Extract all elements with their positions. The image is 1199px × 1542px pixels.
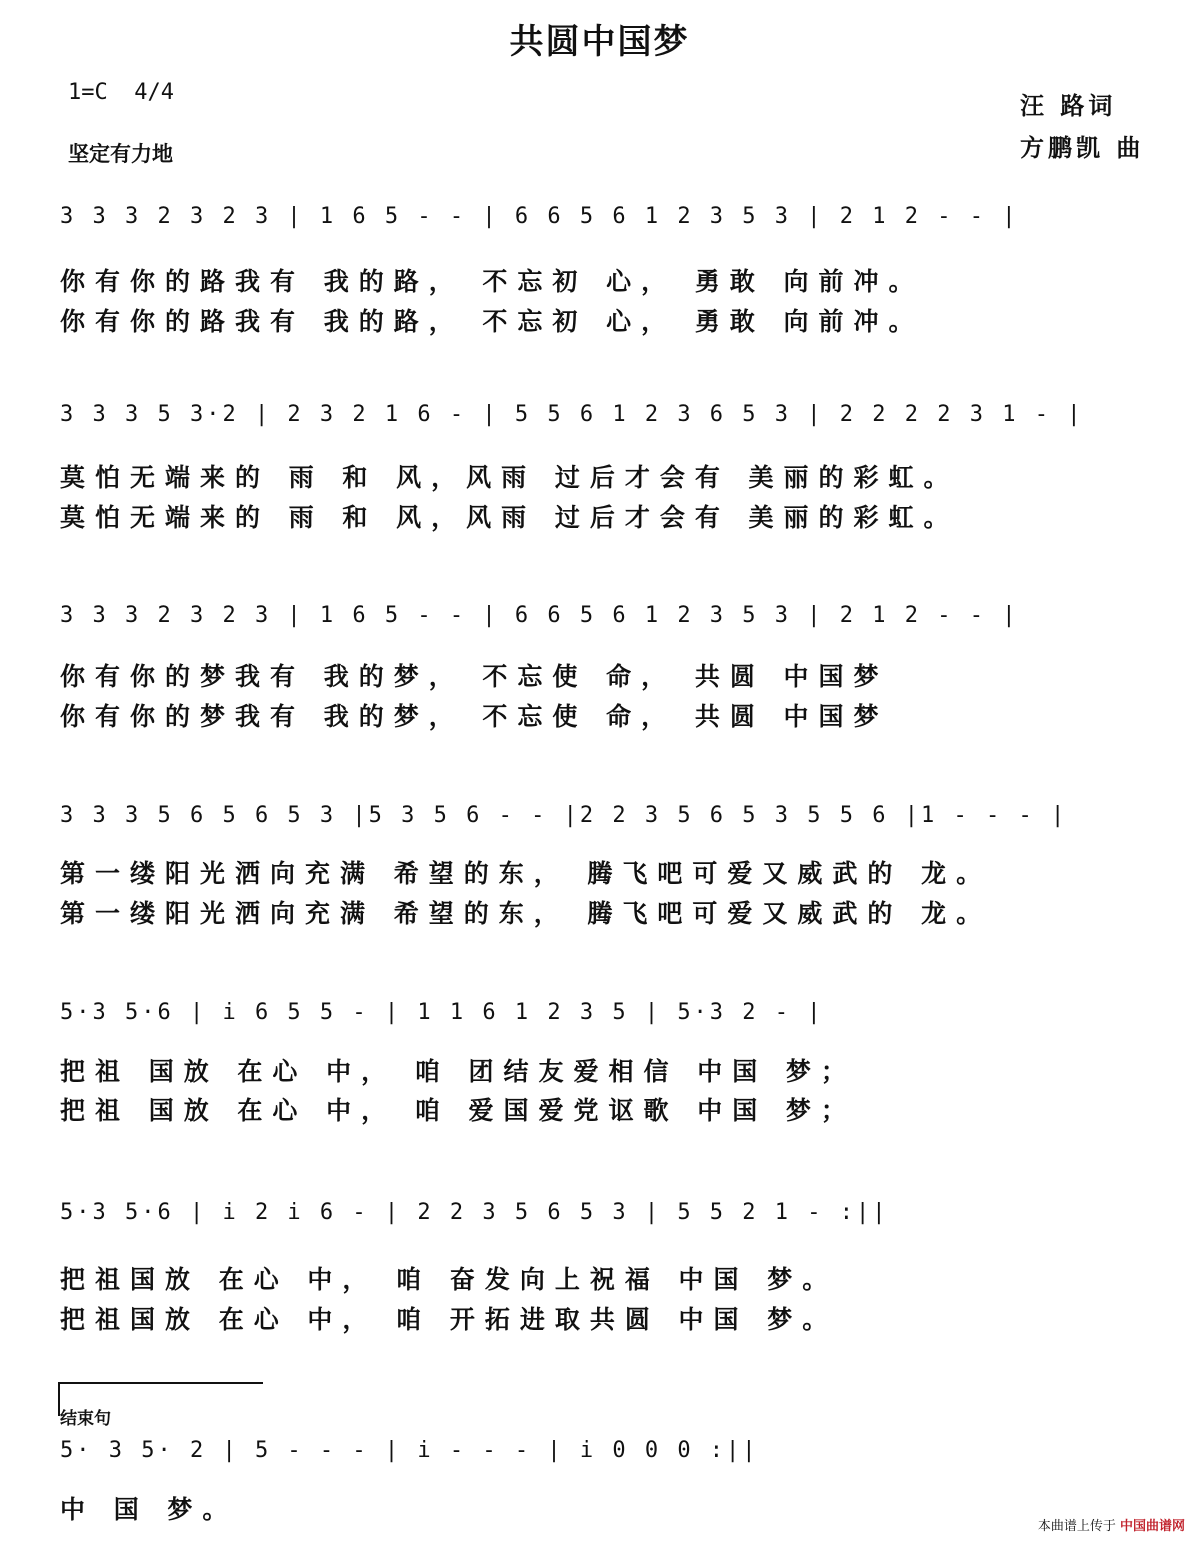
ending-label: 结束句: [60, 1409, 111, 1429]
lyric-row-5-verse-2: 把祖 国放 在心 中， 咱 爱国爱党讴歌 中国 梦；: [60, 1096, 856, 1125]
lyric-row-1-verse-1: 你有你的路我有 我的路， 不忘初 心， 勇敢 向前冲。: [60, 267, 924, 296]
notation-row-1: 3 3 3 2 3 2 3 | 1 6 5 - - | 6 6 5 6 1 2 3 5 3 | 2 1 2 - - |: [60, 204, 1019, 229]
footer-upload-text: 本曲谱上传于: [1037, 1519, 1116, 1534]
tempo-marking: 坚定有力地: [68, 142, 173, 166]
ending-bracket: [58, 1382, 263, 1384]
lyric-row-2-verse-2: 莫怕无端来的 雨 和 风，风雨 过后才会有 美丽的彩虹。: [60, 503, 959, 532]
lyric-row-4-verse-2: 第一缕阳光洒向充满 希望的东， 腾飞吧可爱又威武的 龙。: [60, 899, 992, 928]
site-logo[interactable]: 中国曲谱网: [1119, 1519, 1185, 1534]
lyric-row-6-verse-1: 把祖国放 在心 中， 咱 奋发向上祝福 中国 梦。: [60, 1265, 838, 1294]
lyric-row-2-verse-1: 莫怕无端来的 雨 和 风，风雨 过后才会有 美丽的彩虹。: [60, 463, 959, 492]
footer-credit: [1038, 1515, 1185, 1534]
key-signature: 1=C 4/4: [68, 80, 174, 105]
lyric-row-3-verse-2: 你有你的梦我有 我的梦， 不忘使 命， 共圆 中国梦: [60, 702, 889, 731]
ending-lyric: 中 国 梦。: [60, 1495, 238, 1524]
lyricist-credit: 汪 路词: [1020, 92, 1117, 120]
lyric-row-4-verse-1: 第一缕阳光洒向充满 希望的东， 腾飞吧可爱又威武的 龙。: [60, 859, 992, 888]
ending-notation: 5· 3 5· 2 | 5 - - - | i - - - | i 0 0 0 :||: [60, 1438, 759, 1463]
lyric-row-3-verse-1: 你有你的梦我有 我的梦， 不忘使 命， 共圆 中国梦: [60, 662, 889, 691]
lyric-row-1-verse-2: 你有你的路我有 我的路， 不忘初 心， 勇敢 向前冲。: [60, 307, 924, 336]
page-title: 共圆中国梦: [509, 22, 690, 62]
notation-row-4: 3 3 3 5 6 5 6 5 3 |5 3 5 6 - - |2 2 3 5 6 5 3 5 5 6 |1 - - - |: [60, 803, 1068, 828]
notation-row-3: 3 3 3 2 3 2 3 | 1 6 5 - - | 6 6 5 6 1 2 3 5 3 | 2 1 2 - - |: [60, 603, 1019, 628]
composer-credit: 方鹏凯 曲: [1020, 134, 1145, 162]
lyric-row-5-verse-1: 把祖 国放 在心 中， 咱 团结友爱相信 中国 梦；: [60, 1057, 856, 1086]
notation-row-2: 3 3 3 5 3·2 | 2 3 2 1 6 - | 5 5 6 1 2 3 6 5 3 | 2 2 2 2 3 1 - |: [60, 402, 1084, 427]
notation-row-5: 5·3 5·6 | i 6 5 5 - | 1 1 6 1 2 3 5 | 5·3 2 - |: [60, 1000, 824, 1025]
lyric-row-6-verse-2: 把祖国放 在心 中， 咱 开拓进取共圆 中国 梦。: [60, 1305, 838, 1334]
notation-row-6: 5·3 5·6 | i 2 i 6 - | 2 2 3 5 6 5 3 | 5 5 2 1 - :||: [60, 1200, 889, 1225]
